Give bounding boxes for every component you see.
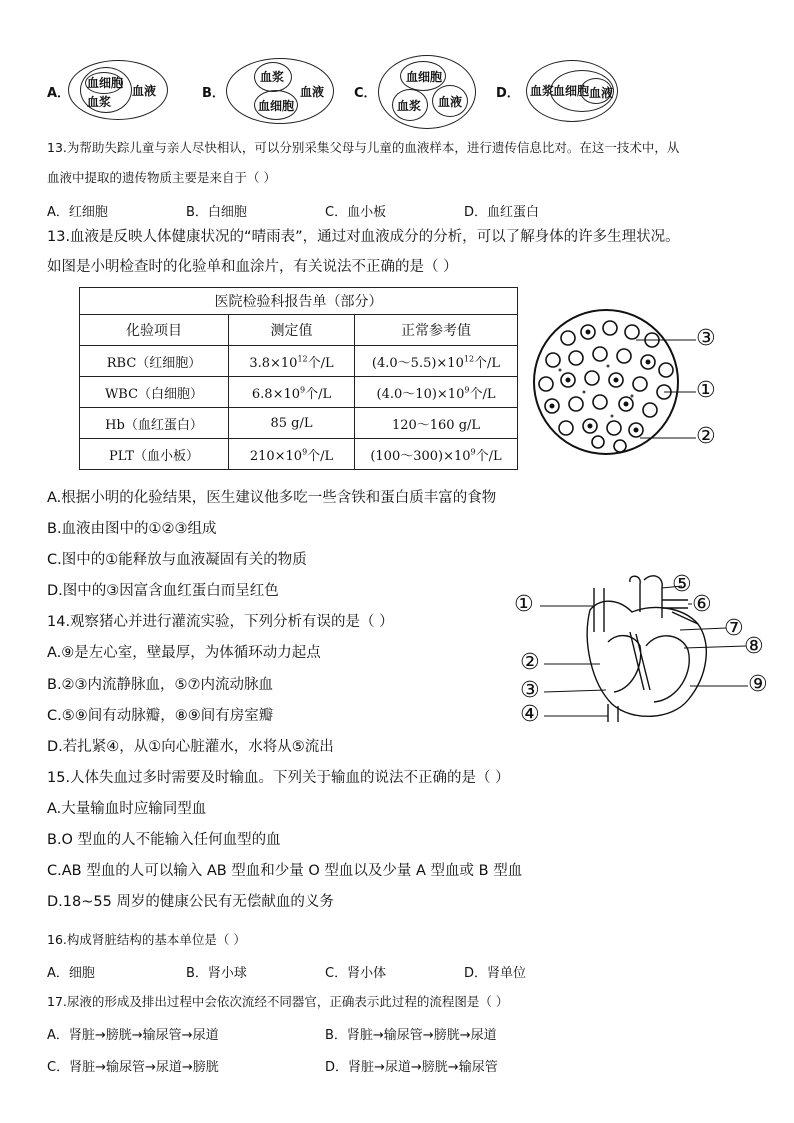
q13a-option-b[interactable]: B．白细胞 [186,205,247,220]
heart-label-5: ⑤ [672,572,692,597]
venn-diagram-c[interactable] [378,55,478,129]
q13a-stem-line2: 血液中提取的遗传物质主要是来自于（ ） [47,170,276,185]
venn-diagram-d[interactable] [526,60,620,122]
table-cell: RBC（红细胞） [80,346,229,377]
q17-option-d[interactable]: D．肾脏→尿道→膀胱→输尿管 [325,1060,498,1075]
venn-c-label-1: 血细胞 [406,70,443,84]
table-cell: 85 g/L [229,408,355,439]
table-cell: WBC（白细胞） [80,377,229,408]
table-cell: Hb（血红蛋白） [80,408,229,439]
smear-label-3: ③ [696,326,716,351]
table-header: 正常参考值 [355,315,518,346]
heart-label-3: ③ [520,678,540,703]
option-letter-b: B． [202,86,225,101]
q17-option-b[interactable]: B．肾脏→输尿管→膀胱→尿道 [325,1028,497,1043]
venn-c-label-3: 血液 [438,95,463,109]
q16-option-c[interactable]: C．肾小体 [325,966,387,981]
heart-icon [512,572,774,730]
q13b-option-d[interactable]: D.图中的③因富含血红蛋白而呈红色 [47,583,279,599]
q13b-option-a[interactable]: A.根据小明的化验结果，医生建议他多吃一些含铁和蛋白质丰富的食物 [47,490,497,506]
venn-diagram-b[interactable] [226,58,336,124]
q15-stem: 15.人体失血过多时需要及时输血。下列关于输血的说法不正确的是（ ） [47,770,510,786]
table-row [80,346,518,377]
table-cell: $6.8\times 10^9$个/L [229,377,355,408]
q15-option-d[interactable]: D.18~55 周岁的健康公民有无偿献血的义务 [47,894,334,910]
lab-report-table [79,287,518,470]
table-cell: $(4.0\sim 10)\times 10^9$个/L [355,377,518,408]
venn-d-label-2: 血细胞 [553,84,590,98]
smear-label-1: ① [696,378,716,403]
table-row [80,377,518,408]
table-cell: 120～160 g/L [355,408,518,439]
q14-option-b[interactable]: B.②③内流静脉血，⑤⑦内流动脉血 [47,677,274,693]
q15-option-c[interactable]: C.AB 型血的人可以输入 AB 型血和少量 O 型血以及少量 A 型血或 B 型血 [47,863,523,879]
venn-a-label-3: 血液 [132,84,157,98]
q17-stem: 17.尿液的形成及排出过程中会依次流经不同器官，正确表示此过程的流程图是（ ） [47,994,509,1009]
table-row [80,408,518,439]
venn-b-label-1: 血浆 [260,70,285,84]
heart-label-9: ⑨ [748,672,768,697]
blood-smear-figure [528,308,728,458]
q14-option-c[interactable]: C.⑤⑨间有动脉瓣，⑧⑨间有房室瓣 [47,708,274,724]
q15-option-a[interactable]: A.大量输血时应输同型血 [47,801,207,817]
heart-label-8: ⑧ [744,634,764,659]
q17-option-a[interactable]: A．肾脏→膀胱→输尿管→尿道 [47,1028,219,1043]
table-cell: $210\times 10^9$个/L [229,439,355,470]
heart-label-2: ② [520,650,540,675]
heart-label-4: ④ [520,702,540,727]
q16-option-b[interactable]: B．肾小球 [186,966,247,981]
venn-d-label-3: 血液 [589,86,614,100]
q14-option-a[interactable]: A.⑨是左心室，壁最厚，为体循环动力起点 [47,645,321,661]
q13a-stem-line1: 13.为帮助失踪儿童与亲人尽快相认，可以分别采集父母与儿童的血液样本，进行遗传信息比对。在这一技术中，从 [47,140,680,155]
q14-option-d[interactable]: D.若扎紧④，从①向心脏灌水，水将从⑤流出 [47,739,334,755]
option-letter-a: A． [47,86,71,101]
table-row [80,439,518,470]
table-header: 化验项目 [80,315,229,346]
q16-stem: 16.构成肾脏结构的基本单位是（ ） [47,932,246,947]
heart-diagram [512,572,774,730]
q16-option-d[interactable]: D．肾单位 [464,966,527,981]
venn-a-label-1: 血细胞 [87,76,124,90]
table-caption: 医院检验科报告单（部分） [80,288,518,315]
table-cell: $3.8\times 10^{12}$个/L [229,346,355,377]
q13b-stem-line2: 如图是小明检查时的化验单和血涂片，有关说法不正确的是（ ） [47,259,458,275]
q14-stem: 14.观察猪心并进行灌流实验，下列分析有误的是（ ） [47,614,394,630]
q13a-option-d[interactable]: D．血红蛋白 [464,205,540,220]
q13b-stem-line1: 13.血液是反映人体健康状况的“晴雨表”，通过对血液成分的分析，可以了解身体的许多生理状况。 [47,229,680,245]
q13b-option-c[interactable]: C.图中的①能释放与血液凝固有关的物质 [47,552,307,568]
q17-option-c[interactable]: C．肾脏→输尿管→尿道→膀胱 [47,1060,219,1075]
q13b-option-b[interactable]: B.血液由图中的①②③组成 [47,521,217,537]
table-cell: $(4.0\sim 5.5)\times 10^{12}$个/L [355,346,518,377]
table-cell: PLT（血小板） [80,439,229,470]
heart-label-6: ⑥ [692,592,712,617]
heart-label-7: ⑦ [724,616,744,641]
venn-b-label-2: 血细胞 [258,99,295,113]
table-cell: $(100\sim 300)\times 10^9$个/L [355,439,518,470]
heart-label-1: ① [514,592,534,617]
venn-diagram-a[interactable] [68,60,168,120]
q13a-option-a[interactable]: A．红细胞 [47,205,108,220]
q15-option-b[interactable]: B.O 型血的人不能输入任何血型的血 [47,832,281,848]
venn-b-label-3: 血液 [300,85,325,99]
option-letter-d: D． [496,86,520,101]
q16-option-a[interactable]: A．细胞 [47,966,95,981]
venn-d-label-1: 血浆 [530,84,555,98]
venn-a-label-2: 血浆 [87,95,112,109]
table-header: 测定值 [229,315,355,346]
option-letter-c: C． [354,86,377,101]
q13a-option-c[interactable]: C．血小板 [325,205,387,220]
smear-label-2: ② [696,424,716,449]
venn-c-label-2: 血浆 [397,99,422,113]
